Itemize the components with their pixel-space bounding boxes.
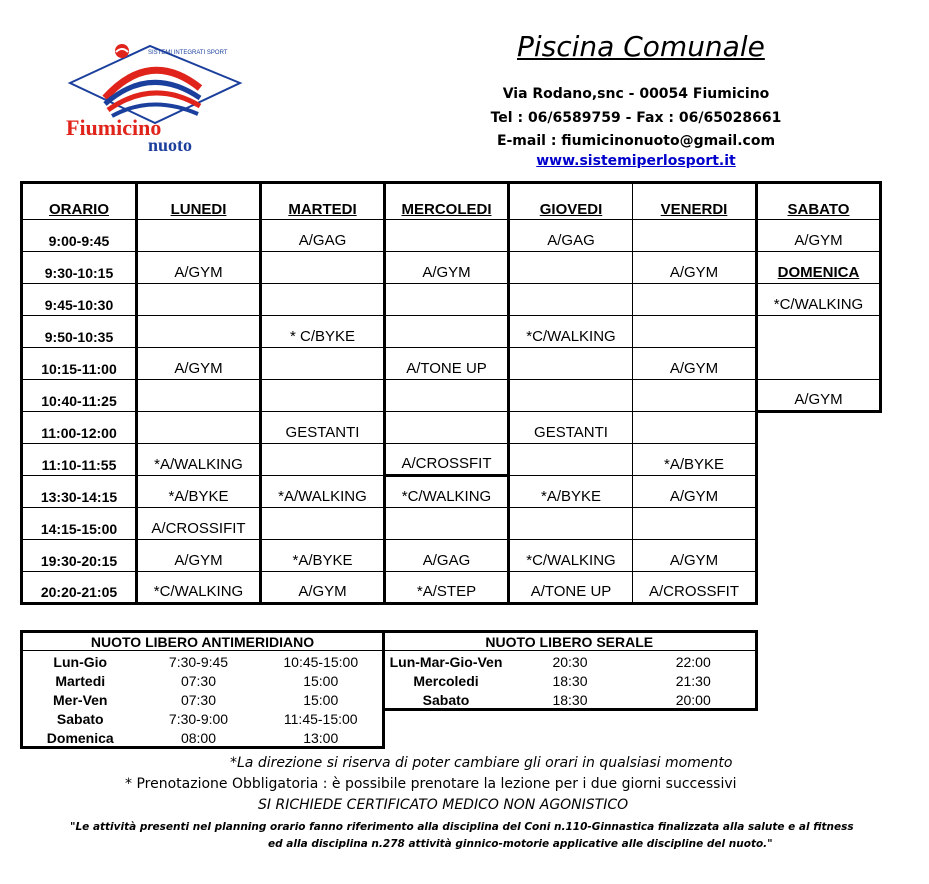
logo (60, 38, 250, 158)
class-cell: *C/WALKING (509, 316, 633, 348)
class-cell: A/CROSSFIT (633, 572, 757, 604)
table-row (22, 380, 881, 412)
time-cell: 07:30 (180, 692, 217, 708)
class-cell (633, 284, 757, 316)
class-cell (633, 220, 757, 252)
class-cell (509, 348, 633, 380)
time-cell: 7:30-9:00 (168, 711, 229, 727)
class-cell: A/GAG (261, 220, 385, 252)
class-cell: *A/STEP (385, 572, 509, 604)
nuoto-antimeridiano-title: NUOTO LIBERO ANTIMERIDIANO (22, 632, 384, 651)
table-row (22, 444, 881, 476)
class-cell: A/GYM (633, 540, 757, 572)
time-cell: 11:45-15:00 (283, 711, 358, 727)
table-row (22, 284, 881, 316)
time-cell: 7:30-9:45 (168, 654, 229, 670)
time-cell: 13:30-14:15 (22, 476, 137, 508)
logo-graphic (60, 38, 250, 158)
table-row (22, 220, 881, 252)
nuoto-antimeridiano-table (20, 630, 385, 749)
class-cell (509, 508, 633, 540)
day-cell: Lun-Mar-Gio-Ven (389, 654, 503, 670)
class-cell (633, 316, 757, 348)
class-cell: A/TONE UP (385, 348, 509, 380)
day-cell: Sabato (56, 711, 104, 727)
table-row (22, 508, 881, 540)
note-coni-line2: ed alla disciplina n.278 attività ginnico-motorie applicative alle discipline del nuoto." (268, 838, 773, 850)
day-cell: Mer-Ven (53, 692, 108, 708)
table-row (22, 689, 384, 708)
class-cell: A/GYM (757, 220, 881, 252)
class-cell: A/CROSSFIT (385, 444, 509, 476)
class-cell: A/GYM (757, 380, 881, 412)
class-cell (385, 284, 509, 316)
time-cell: 11:00-12:00 (22, 412, 137, 444)
table-row (384, 670, 756, 689)
table-row (22, 572, 881, 604)
class-cell: *A/WALKING (261, 476, 385, 508)
class-cell: * C/BYKE (261, 316, 385, 348)
empty-cell (757, 540, 881, 572)
time-cell: 20:30 (552, 654, 588, 670)
page-title: Piscina Comunale (517, 30, 765, 63)
header-lunedi: LUNEDI (137, 183, 261, 220)
class-cell: *A/BYKE (137, 476, 261, 508)
time-cell: 15:00 (303, 692, 339, 708)
time-cell: 9:50-10:35 (22, 316, 137, 348)
logo-small-text: SISTEMI INTEGRATI SPORT (148, 50, 228, 56)
nuoto-serale-title: NUOTO LIBERO SERALE (384, 632, 756, 651)
class-cell (757, 348, 881, 380)
class-cell: A/GYM (633, 348, 757, 380)
class-cell (385, 412, 509, 444)
time-cell: 15:00 (303, 673, 339, 689)
class-cell: A/GAG (385, 540, 509, 572)
class-cell (261, 252, 385, 284)
class-cell: GESTANTI (509, 412, 633, 444)
empty-cell (757, 444, 881, 476)
class-cell: A/GYM (385, 252, 509, 284)
header-orario: ORARIO (22, 183, 137, 220)
time-cell: 13:00 (303, 730, 339, 746)
class-cell (261, 444, 385, 476)
class-cell: *A/BYKE (509, 476, 633, 508)
table-row (22, 412, 881, 444)
table-row (22, 316, 881, 348)
table-row (22, 727, 384, 748)
class-cell: GESTANTI (261, 412, 385, 444)
class-cell: A/GYM (137, 252, 261, 284)
time-cell: 19:30-20:15 (22, 540, 137, 572)
class-cell: *C/WALKING (757, 284, 881, 316)
table-row (22, 252, 881, 284)
empty-cell (757, 476, 881, 508)
header-martedi: MARTEDI (261, 183, 385, 220)
time-cell: 20:00 (675, 692, 711, 708)
class-cell: *A/WALKING (137, 444, 261, 476)
website-link[interactable]: www.sistemiperlosport.it (536, 153, 736, 169)
header-venerdi: VENERDI (633, 183, 757, 220)
class-cell (261, 380, 385, 412)
time-cell: 9:30-10:15 (22, 252, 137, 284)
class-cell (509, 444, 633, 476)
class-cell (385, 220, 509, 252)
class-cell (137, 412, 261, 444)
time-cell: 10:45-15:00 (283, 654, 359, 670)
class-cell (137, 316, 261, 348)
time-cell: 21:30 (675, 673, 711, 689)
schedule-header-row (22, 183, 881, 220)
class-cell: A/CROSSIFIT (137, 508, 261, 540)
note-coni-line1: "Le attività presenti nel planning orario fanno riferimento alla disciplina del Coni n.110-Ginnastica finalizzata alla salute e al fitness (70, 821, 854, 833)
note-direzione: *La direzione si riserva di poter cambiare gli orari in qualsiasi momento (230, 755, 733, 771)
time-cell: 18:30 (552, 673, 588, 689)
class-cell: A/GYM (137, 348, 261, 380)
class-cell (633, 412, 757, 444)
class-cell (757, 316, 881, 348)
day-cell: Lun-Gio (53, 654, 108, 670)
time-cell: 22:00 (675, 654, 711, 670)
domenica-heading: DOMENICA (757, 252, 881, 284)
address: Via Rodano,snc - 00054 Fiumicino (502, 86, 770, 102)
class-cell (509, 284, 633, 316)
time-cell: 10:15-11:00 (22, 348, 137, 380)
day-cell: Domenica (46, 730, 114, 746)
class-cell: *C/WALKING (385, 476, 509, 508)
day-cell: Mercoledi (413, 673, 479, 689)
table-row (22, 651, 384, 671)
day-cell: Sabato (422, 692, 470, 708)
class-cell: *A/BYKE (261, 540, 385, 572)
empty-cell (757, 412, 881, 444)
class-cell: A/GAG (509, 220, 633, 252)
class-cell (633, 508, 757, 540)
table-row (384, 689, 756, 710)
class-cell: A/GYM (633, 476, 757, 508)
time-cell: 10:40-11:25 (22, 380, 137, 412)
table-row (384, 651, 756, 671)
time-cell: 9:45-10:30 (22, 284, 137, 316)
class-cell (137, 284, 261, 316)
logo-word1: Fiumicino (66, 115, 162, 140)
class-cell: A/GYM (633, 252, 757, 284)
time-cell: 20:20-21:05 (22, 572, 137, 604)
class-cell (509, 380, 633, 412)
empty-cell (757, 572, 881, 604)
class-cell (385, 380, 509, 412)
header-giovedi: GIOVEDI (509, 183, 633, 220)
table-row (22, 708, 384, 727)
nuoto-serale-table (384, 630, 758, 711)
class-cell: *A/BYKE (633, 444, 757, 476)
class-cell: *C/WALKING (137, 572, 261, 604)
class-cell (385, 508, 509, 540)
class-cell: *C/WALKING (509, 540, 633, 572)
class-cell (137, 220, 261, 252)
header-mercoledi: MERCOLEDI (385, 183, 509, 220)
class-cell (261, 508, 385, 540)
class-cell (509, 252, 633, 284)
time-cell: 9:00-9:45 (22, 220, 137, 252)
class-cell (137, 380, 261, 412)
email: E-mail : fiumicinonuoto@gmail.com (496, 133, 776, 149)
phone: Tel : 06/6589759 - Fax : 06/65028661 (490, 110, 782, 126)
time-cell: 08:00 (180, 730, 217, 746)
time-cell: 14:15-15:00 (22, 508, 137, 540)
schedule-table (20, 181, 882, 605)
class-cell (385, 316, 509, 348)
table-row (22, 540, 881, 572)
day-cell: Martedi (55, 673, 106, 689)
logo-word2: nuoto (148, 135, 193, 155)
empty-cell (757, 508, 881, 540)
time-cell: 07:30 (180, 673, 217, 689)
class-cell: A/TONE UP (509, 572, 633, 604)
time-cell: 18:30 (552, 692, 588, 708)
table-row (22, 670, 384, 689)
class-cell: A/GYM (137, 540, 261, 572)
time-cell: 11:10-11:55 (22, 444, 137, 476)
class-cell (633, 380, 757, 412)
header-sabato: SABATO (757, 183, 881, 220)
class-cell (261, 284, 385, 316)
class-cell (261, 348, 385, 380)
table-row (22, 348, 881, 380)
note-certificato: SI RICHIEDE CERTIFICATO MEDICO NON AGONISTICO (258, 797, 629, 813)
table-row (22, 476, 881, 508)
class-cell: A/GYM (261, 572, 385, 604)
note-prenotazione: * Prenotazione Obbligatoria : è possibile prenotare la lezione per i due giorni successivi (125, 776, 737, 792)
